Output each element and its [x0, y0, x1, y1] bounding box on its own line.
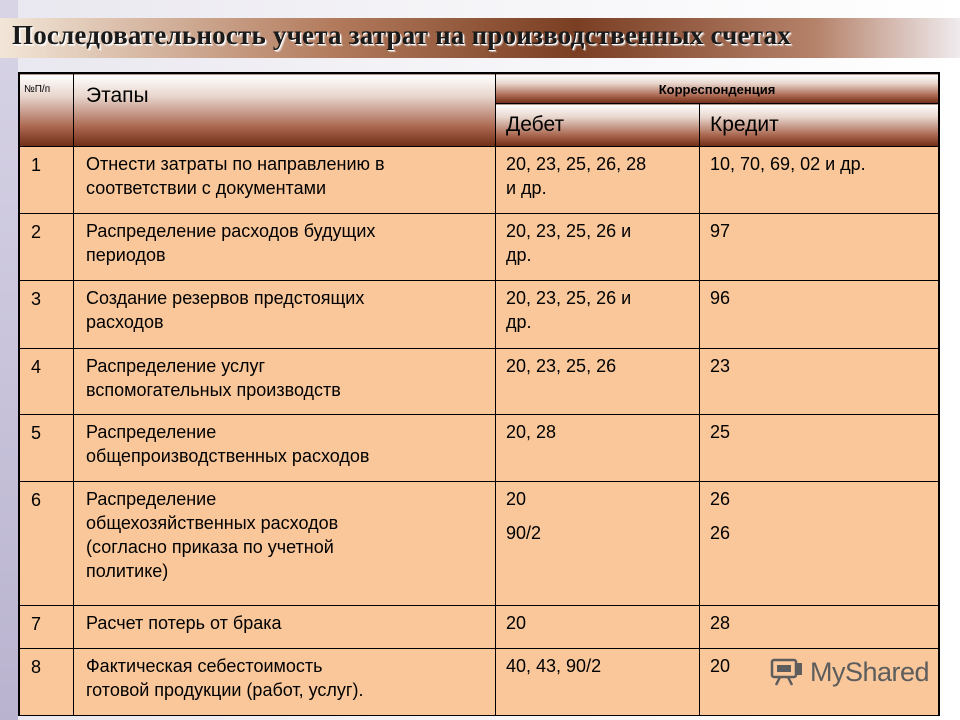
stage-cell	[74, 281, 496, 349]
debit-value: 20	[506, 489, 527, 509]
header-number: №П/п	[20, 74, 74, 147]
credit-value: 26	[710, 489, 731, 509]
header-credit: Кредит	[700, 104, 939, 147]
stage-cell	[74, 482, 496, 606]
stage-text: Фактическая себестоимость	[86, 656, 323, 676]
credit-cell	[700, 281, 939, 349]
row-number: 4	[20, 349, 74, 415]
credit-cell	[700, 147, 939, 214]
credit-value: 96	[710, 288, 731, 308]
credit-cell	[700, 415, 939, 482]
debit-cell	[496, 482, 700, 606]
credit-value: 25	[710, 422, 731, 442]
credit-value: 23	[710, 356, 731, 376]
watermark	[770, 654, 929, 690]
table-row	[20, 606, 939, 649]
debit-cell	[496, 214, 700, 281]
stage-text: Создание резервов предстоящих	[86, 288, 365, 308]
row-number: 6	[20, 482, 74, 606]
stage-text: общепроизводственных расходов	[86, 446, 370, 466]
debit-value: 20	[506, 613, 527, 633]
table-row	[20, 349, 939, 415]
stage-cell	[74, 649, 496, 716]
stage-text: вспомогательных производств	[86, 380, 341, 400]
debit-value: др.	[506, 245, 532, 265]
row-number: 7	[20, 606, 74, 649]
stage-cell	[74, 415, 496, 482]
credit-cell	[700, 482, 939, 606]
credit-value: 28	[710, 613, 731, 633]
credit-value: 10, 70, 69, 02 и др.	[710, 154, 866, 174]
table-row	[20, 147, 939, 214]
credit-value: 26	[710, 523, 731, 543]
debit-value: 20, 23, 25, 26 и	[506, 288, 632, 308]
debit-cell	[496, 147, 700, 214]
line-gap	[506, 511, 695, 521]
debit-value: др.	[506, 312, 532, 332]
debit-value: 20, 28	[506, 422, 557, 442]
stage-text: Распределение	[86, 422, 217, 442]
debit-cell	[496, 649, 700, 716]
cost-accounting-table	[19, 73, 939, 716]
debit-cell	[496, 415, 700, 482]
stage-cell	[74, 606, 496, 649]
credit-cell	[700, 214, 939, 281]
debit-value: 90/2	[506, 523, 542, 543]
slide-left-band	[0, 0, 18, 720]
row-number: 2	[20, 214, 74, 281]
credit-cell	[700, 349, 939, 415]
stage-text: Расчет потерь от брака	[86, 613, 282, 633]
credit-cell	[700, 606, 939, 649]
debit-value: и др.	[506, 178, 547, 198]
slide-title: Последовательность учета затрат на производственных счетах	[12, 20, 791, 50]
stage-text: Отнести затраты по направлению в	[86, 154, 385, 174]
row-number: 3	[20, 281, 74, 349]
stage-text: политике)	[86, 561, 169, 581]
line-gap	[710, 511, 934, 521]
debit-value: 20, 23, 25, 26 и	[506, 221, 632, 241]
row-number: 1	[20, 147, 74, 214]
stage-text: расходов	[86, 312, 164, 332]
stage-text: (согласно приказа по учетной	[86, 537, 334, 557]
debit-cell	[496, 606, 700, 649]
table-row	[20, 482, 939, 606]
debit-value: 20, 23, 25, 26	[506, 356, 617, 376]
header-stages: Этапы	[74, 74, 496, 147]
stage-text: общехозяйственных расходов	[86, 513, 339, 533]
stage-cell	[74, 349, 496, 415]
stage-cell	[74, 147, 496, 214]
table-row	[20, 281, 939, 349]
header-correspondence: Корреспонденция	[496, 74, 939, 104]
stage-text: периодов	[86, 245, 166, 265]
credit-value: 20	[710, 656, 731, 676]
watermark-text: MyShared	[810, 656, 930, 687]
stage-text: готовой продукции (работ, услуг).	[86, 680, 364, 700]
debit-cell	[496, 281, 700, 349]
cost-accounting-table-wrap	[18, 72, 940, 716]
table-row	[20, 214, 939, 281]
table-row	[20, 415, 939, 482]
stage-text: соответствии с документами	[86, 178, 327, 198]
projector-screen-icon	[770, 657, 804, 687]
stage-cell	[74, 214, 496, 281]
credit-value: 97	[710, 221, 731, 241]
row-number: 8	[20, 649, 74, 716]
debit-value: 20, 23, 25, 26, 28	[506, 154, 647, 174]
stage-text: Распределение	[86, 489, 217, 509]
debit-cell	[496, 349, 700, 415]
stage-text: Распределение услуг	[86, 356, 266, 376]
stage-text: Распределение расходов будущих	[86, 221, 376, 241]
row-number: 5	[20, 415, 74, 482]
debit-value: 40, 43, 90/2	[506, 656, 602, 676]
header-debit: Дебет	[496, 104, 700, 147]
